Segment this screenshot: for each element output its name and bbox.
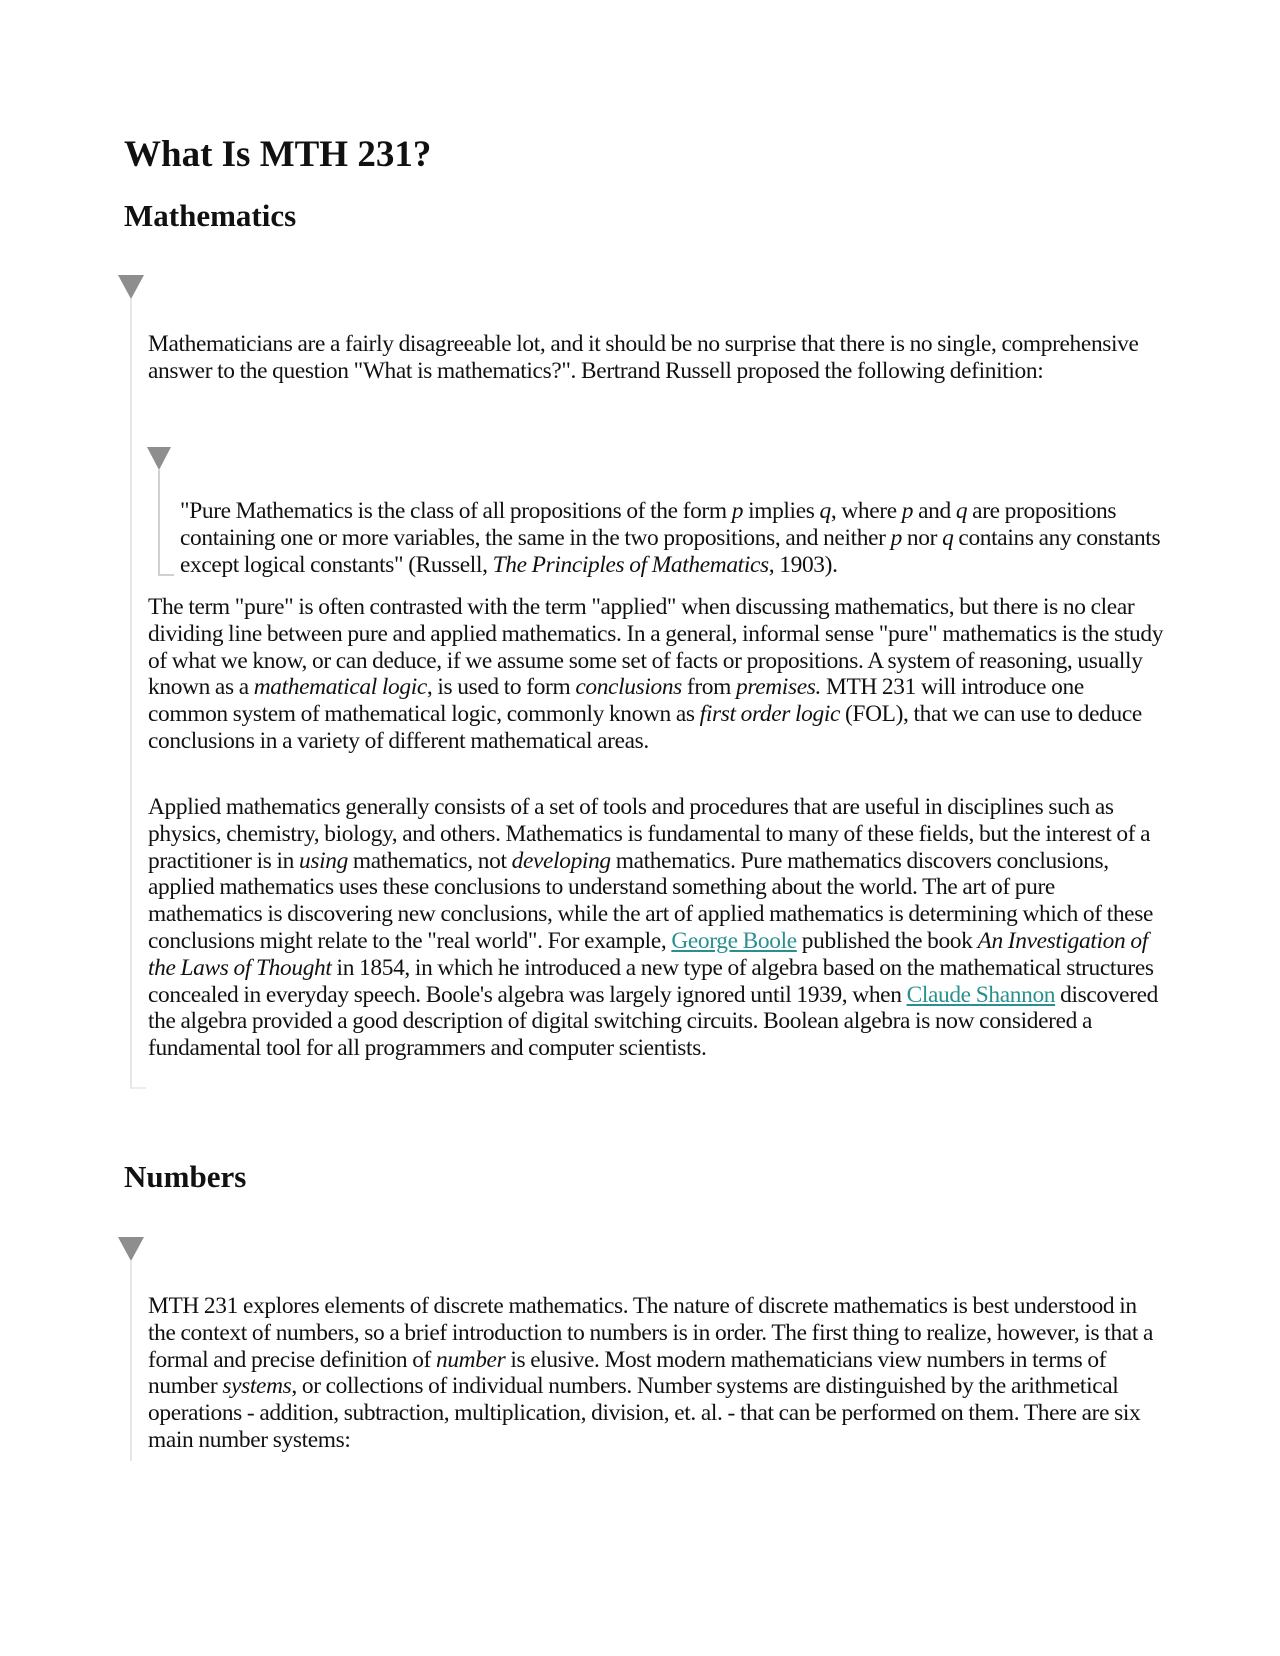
page-title: What Is MTH 231? (124, 134, 432, 175)
pure-math-paragraph: The term "pure" is often contrasted with the term "applied" when discussing mathematics, but there is no clear dividing line between pure and applied mathematics. In a general, informal sense "pure" mathematics is the study of what we know, or can deduce, if we assume some set of facts or propositions. A system of reasoning, usually known as a mathematical logic, is used to form conclusions from premises. MTH 231 will introduce one common system of mathematical logic, commonly known as first order logic (FOL), that we can use to deduce conclusions in a variety of different mathematical areas. (148, 594, 1164, 754)
quote-guide-line (158, 470, 174, 576)
triangle-down-icon[interactable] (147, 447, 171, 470)
collapsible-guide-line (130, 299, 146, 1089)
applied-math-paragraph: Applied mathematics generally consists of a set of tools and procedures that are useful in disciplines such as physics, chemistry, biology, and others. Mathematics is fundamental to many of these fields, but the interest of a practitioner is in using mathematics, not developing mathematics. Pure mathematics discovers conclusions, applied mathematics uses these conclusions to understand something about the world. The art of pure mathematics is discovering new conclusions, while the art of applied mathematics is determining which of these conclusions might relate to the "real world". For example, George Boole published the book An Investigation of the Laws of Thought in 1854, in which he introduced a new type of algebra based on the mathematical structures concealed in everyday speech. Boole's algebra was largely ignored until 1939, when Claude Shannon discovered the algebra provided a good description of digital switching circuits. Boolean algebra is now considered a fundamental tool for all programmers and computer scientists. (148, 794, 1158, 1062)
triangle-down-icon[interactable] (118, 275, 144, 299)
claude-shannon-link[interactable]: Claude Shannon (906, 981, 1056, 1008)
section-heading-mathematics: Mathematics (124, 198, 297, 233)
intro-paragraph: Mathematicians are a fairly disagreeable lot, and it should be no surprise that there is no single, comprehensive answer to the question "What is mathematics?". Bertrand Russell proposed the following definition: (148, 331, 1139, 384)
book-title: An Investigation of the Laws of Thought (148, 927, 1148, 981)
section-heading-numbers: Numbers (124, 1159, 247, 1194)
george-boole-link[interactable]: George Boole (671, 927, 797, 954)
triangle-down-icon[interactable] (118, 1237, 144, 1261)
numbers-paragraph: MTH 231 explores elements of discrete mathematics. The nature of discrete mathematics is best understood in the context of numbers, so a brief introduction to numbers is in order. The first thing to realize, however, is that a formal and precise definition of number is elusive. Most modern mathematicians view numbers in terms of number systems, or collections of individual numbers. Number systems are distinguished by the arithmetical operations - addition, subtraction, multiplication, division, et. al. - that can be performed on them. There are six main number systems: (148, 1293, 1153, 1453)
russell-quote: "Pure Mathematics is the class of all propositions of the form p implies q, where p and q are propositions containing one or more variables, the same in the two propositions, and neither p nor q contains any constants except logical constants" (Russell, The Principles of Mathematics, 1903). (180, 498, 1161, 578)
book-title: The Principles of Mathematics (492, 551, 769, 578)
collapsible-guide-line (130, 1261, 132, 1461)
